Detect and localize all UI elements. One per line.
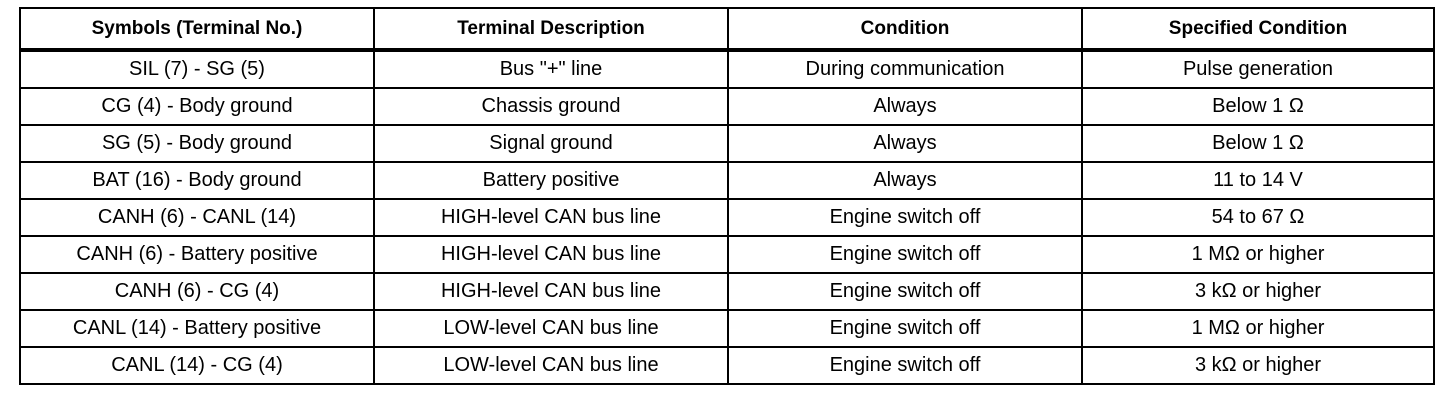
table-row	[20, 310, 1434, 347]
cell-terminal-description: Chassis ground	[374, 88, 728, 125]
cell-condition: During communication	[728, 50, 1082, 88]
header-specified-condition: Specified Condition	[1082, 8, 1434, 50]
terminal-spec-table	[19, 7, 1435, 385]
cell-symbols: SG (5) - Body ground	[20, 125, 374, 162]
header-terminal-description: Terminal Description	[374, 8, 728, 50]
cell-specified-condition: 3 kΩ or higher	[1082, 347, 1434, 384]
header-symbols: Symbols (Terminal No.)	[20, 8, 374, 50]
cell-specified-condition: 1 MΩ or higher	[1082, 236, 1434, 273]
cell-condition: Always	[728, 125, 1082, 162]
cell-specified-condition: 54 to 67 Ω	[1082, 199, 1434, 236]
cell-specified-condition: 11 to 14 V	[1082, 162, 1434, 199]
cell-condition: Engine switch off	[728, 347, 1082, 384]
cell-terminal-description: HIGH-level CAN bus line	[374, 273, 728, 310]
cell-condition: Engine switch off	[728, 310, 1082, 347]
cell-terminal-description: HIGH-level CAN bus line	[374, 199, 728, 236]
table-row	[20, 88, 1434, 125]
table-row	[20, 236, 1434, 273]
cell-specified-condition: 1 MΩ or higher	[1082, 310, 1434, 347]
cell-terminal-description: Bus "+" line	[374, 50, 728, 88]
table-row	[20, 125, 1434, 162]
table-row	[20, 273, 1434, 310]
cell-condition: Always	[728, 88, 1082, 125]
cell-specified-condition: Below 1 Ω	[1082, 125, 1434, 162]
cell-condition: Always	[728, 162, 1082, 199]
cell-specified-condition: Below 1 Ω	[1082, 88, 1434, 125]
table-row	[20, 199, 1434, 236]
cell-symbols: CANH (6) - CANL (14)	[20, 199, 374, 236]
cell-condition: Engine switch off	[728, 236, 1082, 273]
cell-symbols: BAT (16) - Body ground	[20, 162, 374, 199]
cell-condition: Engine switch off	[728, 199, 1082, 236]
cell-symbols: CANL (14) - Battery positive	[20, 310, 374, 347]
cell-symbols: CANL (14) - CG (4)	[20, 347, 374, 384]
cell-condition: Engine switch off	[728, 273, 1082, 310]
table-header-row	[20, 8, 1434, 50]
cell-terminal-description: Signal ground	[374, 125, 728, 162]
cell-specified-condition: 3 kΩ or higher	[1082, 273, 1434, 310]
cell-terminal-description: Battery positive	[374, 162, 728, 199]
cell-symbols: CANH (6) - Battery positive	[20, 236, 374, 273]
table-row	[20, 50, 1434, 88]
cell-terminal-description: LOW-level CAN bus line	[374, 347, 728, 384]
cell-terminal-description: LOW-level CAN bus line	[374, 310, 728, 347]
cell-symbols: CANH (6) - CG (4)	[20, 273, 374, 310]
cell-symbols: CG (4) - Body ground	[20, 88, 374, 125]
cell-specified-condition: Pulse generation	[1082, 50, 1434, 88]
table-row	[20, 162, 1434, 199]
cell-terminal-description: HIGH-level CAN bus line	[374, 236, 728, 273]
cell-symbols: SIL (7) - SG (5)	[20, 50, 374, 88]
table-row	[20, 347, 1434, 384]
header-condition: Condition	[728, 8, 1082, 50]
